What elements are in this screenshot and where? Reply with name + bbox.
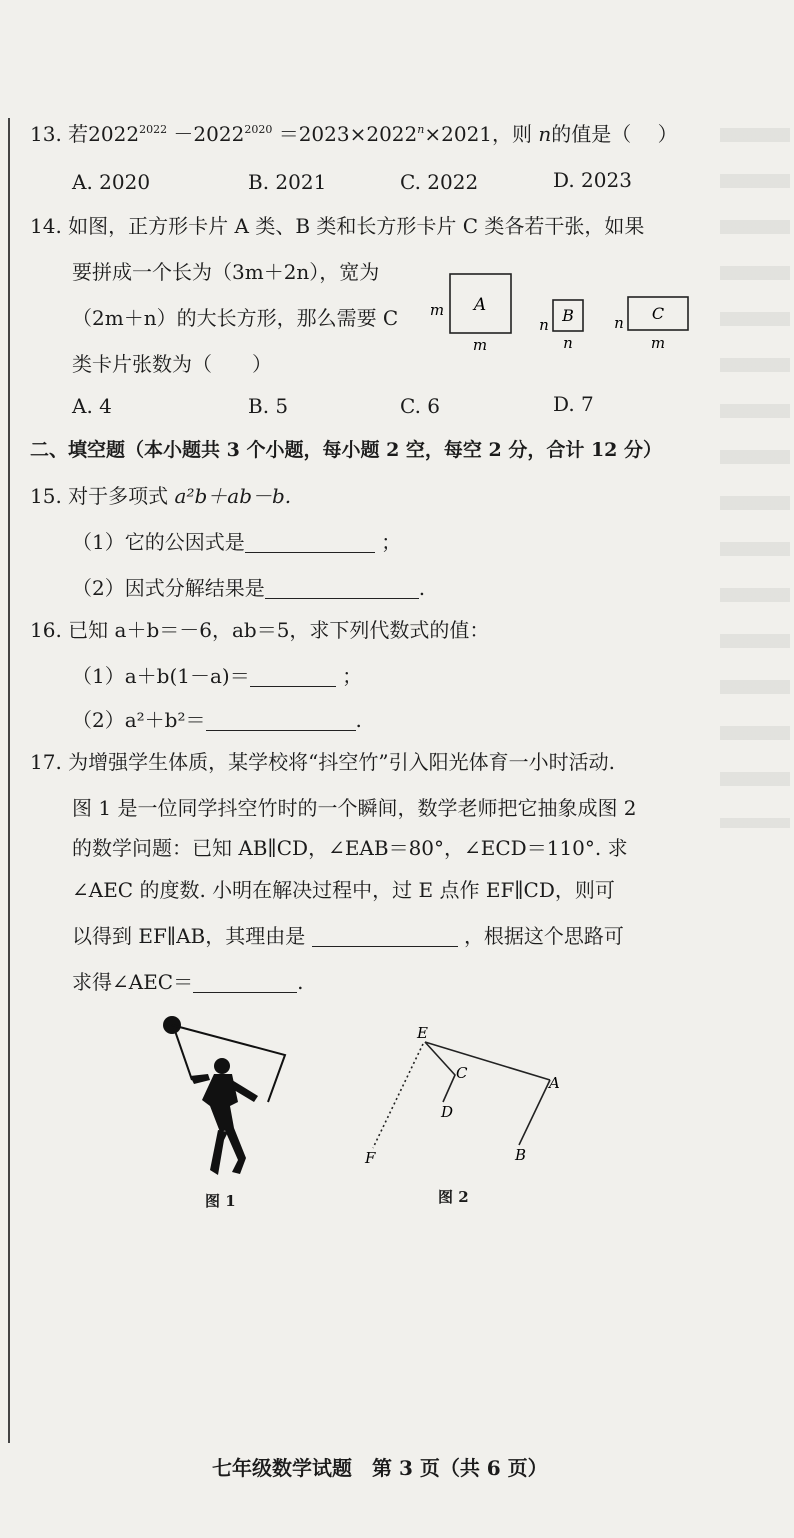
q17-number: 17. xyxy=(30,750,62,774)
card-a-side: m xyxy=(429,301,445,319)
card-b-label: B xyxy=(562,306,574,325)
bleed-through-shadow xyxy=(720,128,790,828)
card-c-side: n xyxy=(614,314,624,332)
q14-option-d[interactable]: D. 7 xyxy=(553,392,594,416)
segment-a-b xyxy=(519,1080,550,1145)
card-c-label: C xyxy=(651,304,665,323)
q13-text-d: ×2021，则 xyxy=(424,122,533,146)
point-c-label: C xyxy=(456,1064,468,1082)
figure2-geometry xyxy=(355,1020,575,1170)
q14-line2: 要拼成一个长为（3m＋2n），宽为 xyxy=(72,260,380,284)
q15-polynomial: a²b＋ab－b. xyxy=(174,484,292,508)
q15-part2 xyxy=(72,574,425,602)
figure1-illustration xyxy=(150,1010,300,1185)
q17-line1 xyxy=(30,748,615,776)
point-b-label: B xyxy=(515,1146,527,1164)
q14-line4: 类卡片张数为（ ） xyxy=(72,352,272,376)
q16-part2 xyxy=(72,706,362,734)
q17-line2: 图 1 是一位同学抖空竹时的一个瞬间，数学老师把它抽象成图 2 xyxy=(72,796,637,820)
q15-part2-label: （2）因式分解结果是 xyxy=(72,576,265,600)
q13-exp3: n xyxy=(417,123,425,136)
q16-stem xyxy=(30,616,489,644)
q13-option-a[interactable]: A. 2020 xyxy=(72,170,151,194)
q16-part1-label: （1）a＋b(1－a)＝ xyxy=(72,664,250,688)
q15-part1-end: ； xyxy=(381,530,402,554)
q15-stem-text: 对于多项式 xyxy=(68,484,169,508)
q13-exp1: 2022 xyxy=(139,123,168,136)
q13-text-e: 的值是（ ） xyxy=(551,122,678,146)
card-b-side: n xyxy=(539,316,549,334)
q14-option-b[interactable]: B. 5 xyxy=(248,394,289,418)
card-c-bottom: m xyxy=(650,334,666,352)
q15-part2-end: . xyxy=(418,576,426,600)
q14-line1 xyxy=(30,212,644,240)
q13-stem xyxy=(30,120,678,148)
q14-line1-text: 如图，正方形卡片 A 类、B 类和长方形卡片 C 类各若干张，如果 xyxy=(68,214,645,238)
q14-option-a[interactable]: A. 4 xyxy=(72,394,112,418)
q17-blank1[interactable] xyxy=(312,926,458,947)
q13-number: 13. xyxy=(30,122,62,146)
q17-line4: ∠AEC 的度数. 小明在解决过程中，过 E 点作 EF∥CD，则可 xyxy=(72,878,615,902)
card-a-bottom: m xyxy=(472,336,488,354)
dashed-e-f xyxy=(373,1044,423,1148)
q15-blank1[interactable] xyxy=(245,532,375,553)
q15-part1 xyxy=(72,528,401,556)
q16-number: 16. xyxy=(30,618,62,642)
point-a-label: A xyxy=(549,1074,560,1092)
section2-title: 二、填空题（本小题共 3 个小题，每小题 2 空，每空 2 分，合计 12 分） xyxy=(30,439,663,461)
q16-part1 xyxy=(72,662,362,690)
q15-part1-label: （1）它的公因式是 xyxy=(72,530,245,554)
q17-line6-text-a: 求得∠AEC＝ xyxy=(72,970,194,994)
point-d-label: D xyxy=(441,1103,454,1121)
q13-text-c: ＝2023×2022 xyxy=(272,122,418,146)
q17-line5-text-a: 以得到 EF∥AB，其理由是 xyxy=(72,924,306,948)
q17-line5 xyxy=(72,922,624,950)
q14-line3: （2m＋n）的大长方形，那么需要 C xyxy=(72,306,399,330)
q15-number: 15. xyxy=(30,484,62,508)
card-a-label: A xyxy=(473,295,487,315)
q14-cards-figure xyxy=(425,268,700,358)
q16-blank1[interactable] xyxy=(250,666,336,687)
q14-option-c[interactable]: C. 6 xyxy=(400,394,441,418)
q13-option-c[interactable]: C. 2022 xyxy=(400,170,479,194)
q13-text-a: 若2022 xyxy=(68,122,140,146)
segment-e-c-d xyxy=(425,1042,455,1102)
q15-stem xyxy=(30,482,291,510)
q15-blank2[interactable] xyxy=(265,578,419,599)
q13-exp2: 2020 xyxy=(244,123,273,136)
point-e-label: E xyxy=(417,1024,428,1042)
segment-e-a xyxy=(425,1042,550,1080)
point-f-label: F xyxy=(365,1149,376,1167)
q13-option-d[interactable]: D. 2023 xyxy=(553,168,632,192)
q13-option-b[interactable]: B. 2021 xyxy=(248,170,327,194)
q16-stem-text: 已知 a＋b＝－6，ab＝5，求下列代数式的值： xyxy=(68,618,490,642)
q17-line5-text-b: ，根据这个思路可 xyxy=(463,924,624,948)
q17-line1-text: 为增强学生体质，某学校将“抖空竹”引入阳光体育一小时活动. xyxy=(68,750,615,774)
q13-text-b: －2022 xyxy=(167,122,245,146)
figure1-caption: 图 1 xyxy=(205,1192,236,1210)
q16-part2-label: （2）a²＋b²＝ xyxy=(72,708,206,732)
page-left-edge xyxy=(8,118,10,1443)
q16-part2-end: . xyxy=(355,708,362,732)
q14-number: 14. xyxy=(30,214,62,238)
q16-part1-end: ； xyxy=(342,664,363,688)
card-b-bottom: n xyxy=(563,334,573,352)
q17-blank2[interactable] xyxy=(193,972,297,993)
figure2-caption: 图 2 xyxy=(438,1188,469,1206)
q17-line6 xyxy=(72,968,303,996)
q16-blank2[interactable] xyxy=(206,710,356,731)
page-footer: 七年级数学试题 第 3 页（共 6 页） xyxy=(212,1456,548,1480)
q17-line3: 的数学问题：已知 AB∥CD，∠EAB＝80°，∠ECD＝110°. 求 xyxy=(72,836,628,860)
q17-line6-text-b: . xyxy=(297,970,304,994)
q13-var: n xyxy=(538,122,552,146)
